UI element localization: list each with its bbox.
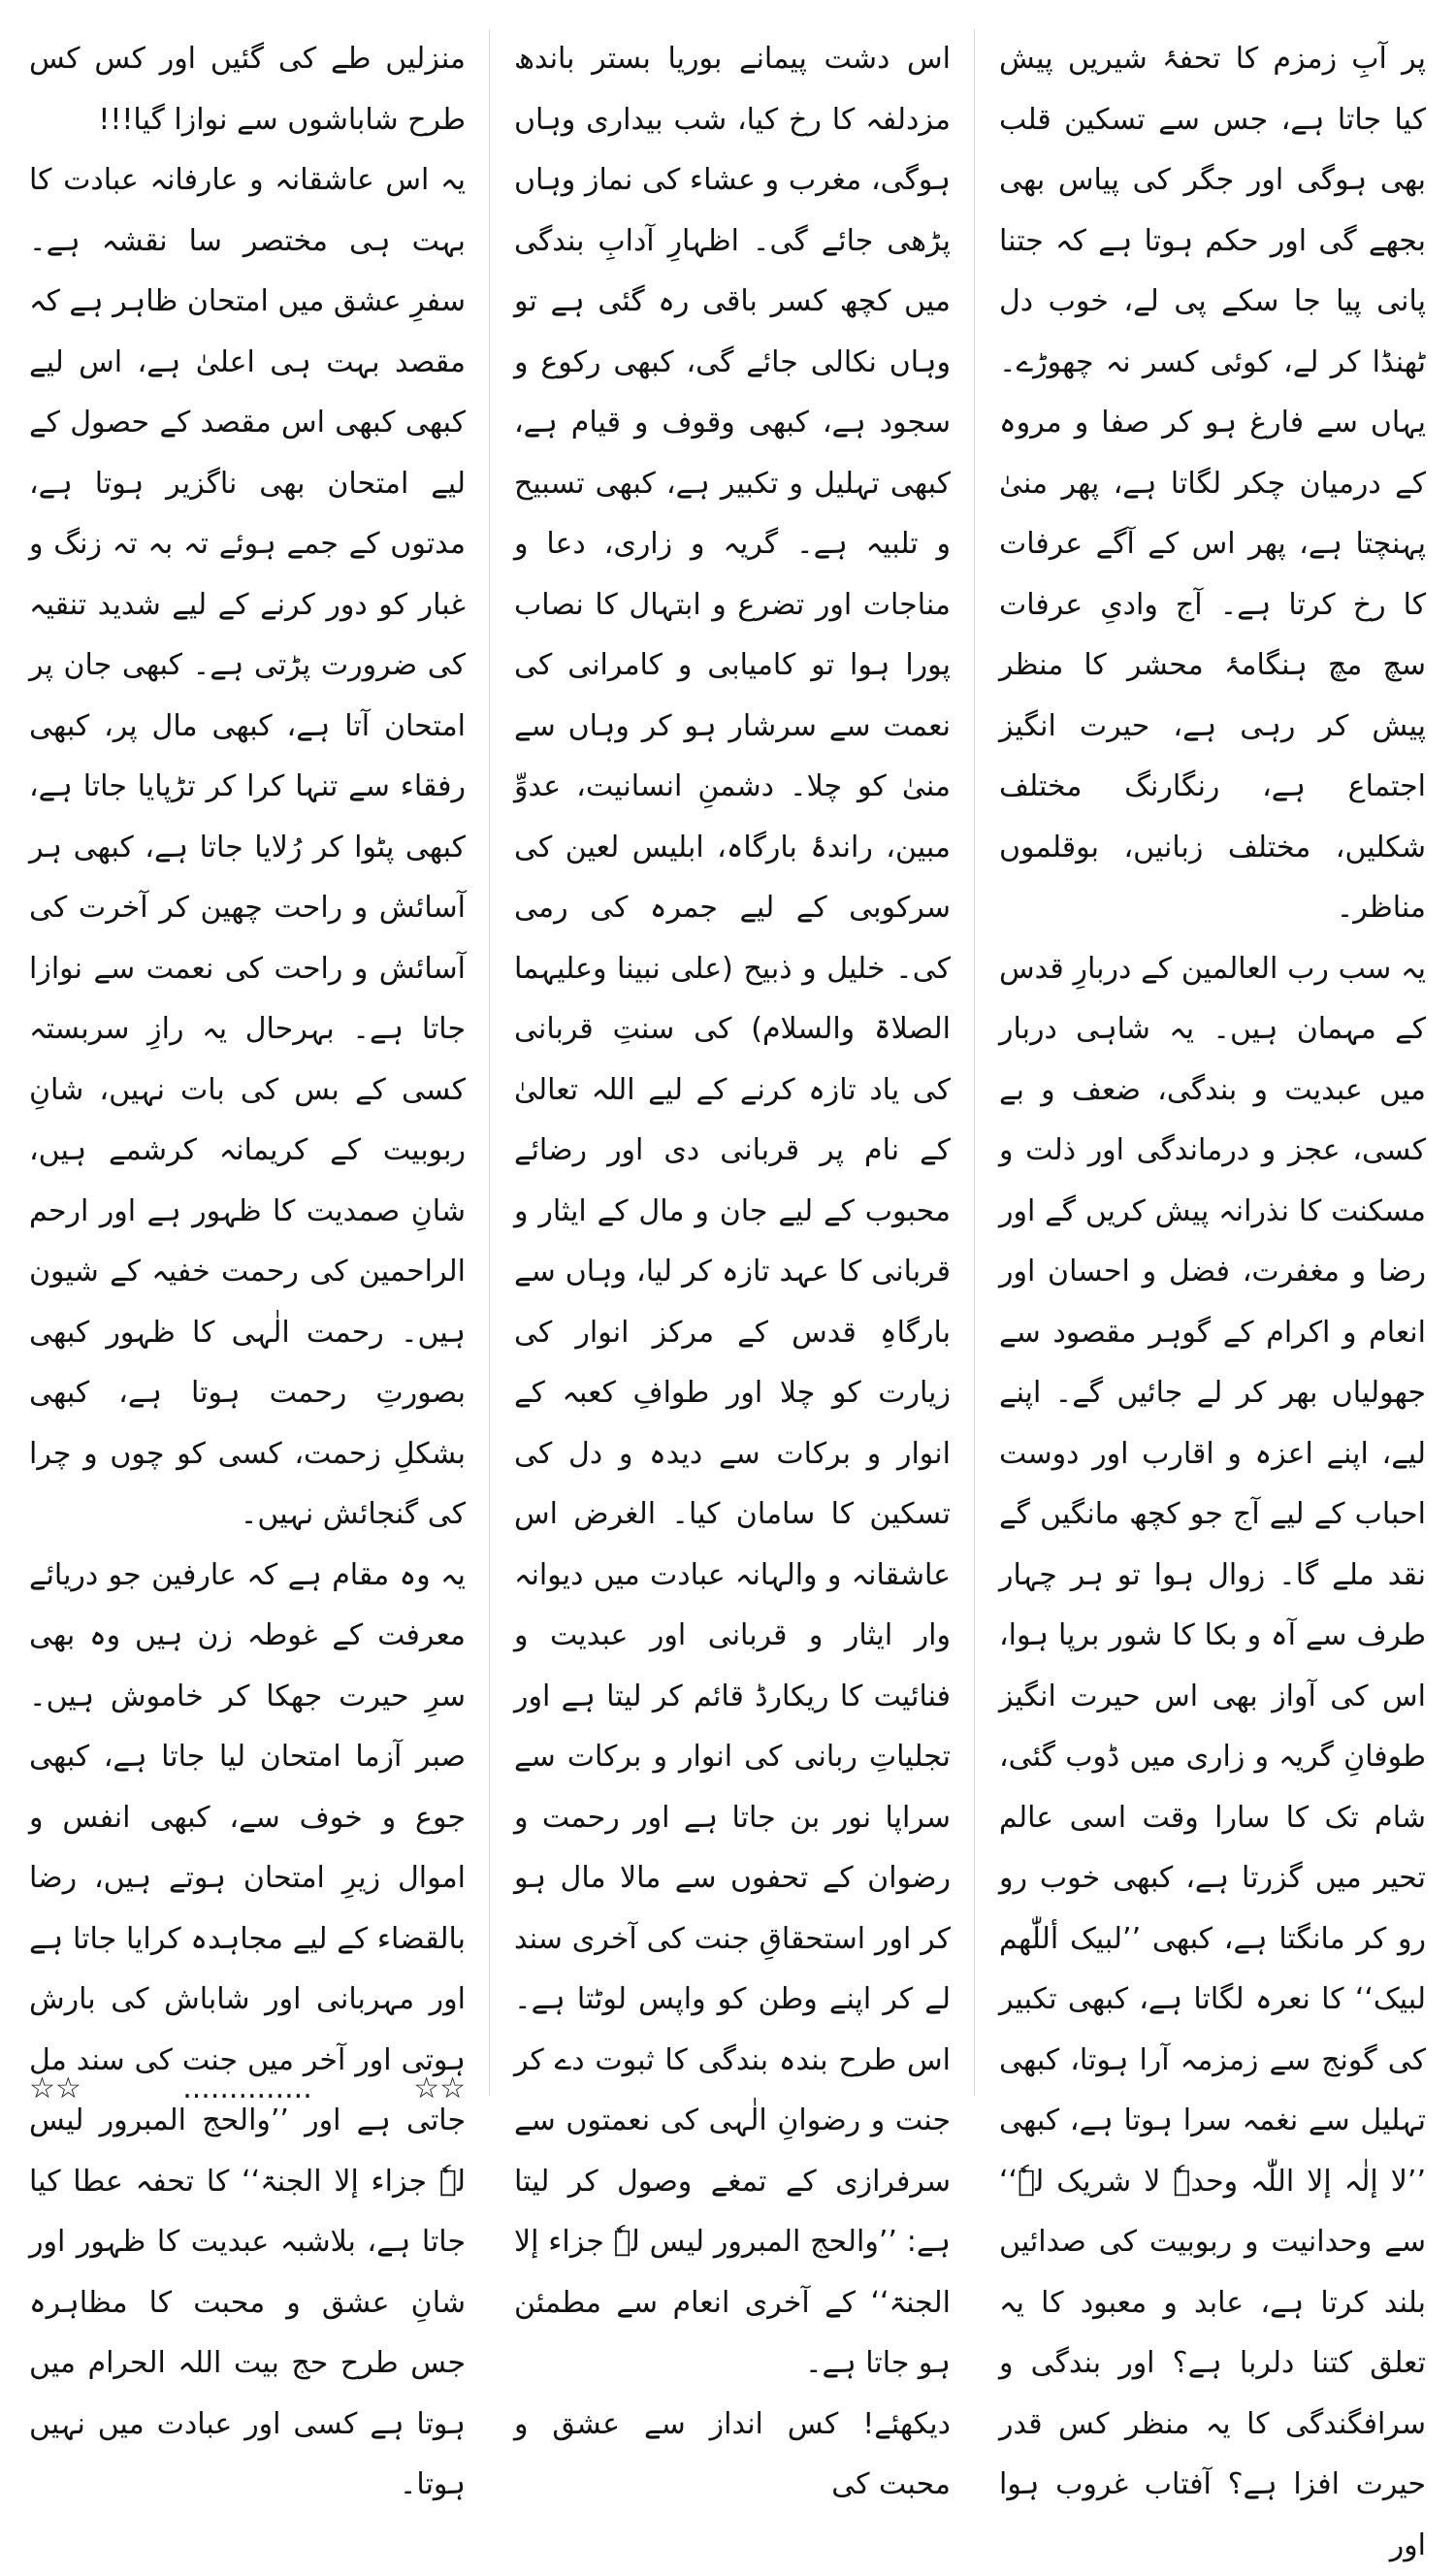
dotted-separator: .............. xyxy=(182,2065,312,2113)
paragraph: یہ وہ مقام ہے کہ عارفین جو دریائے معرفت کے غوطہ زن ہیں وہ بھی سرِ حیرت جھکا کر خاموش ہیں۔ صبر آزما امتحان لیا جاتا ہے، کبھی جوع و خوف سے، کبھی انفس و اموال زیرِ امتحان ہوتے ہیں، رضا بالقضاء کے لیے مجاہدہ کرایا جاتا ہے اور مہربانی اور شاباش کی بارش ہوتی اور آخر میں جنت کی سند مل جاتی ہے اور ’’والحج المبرور لیس لہٗ جزاء إلا الجنۃ‘‘ کا تحفہ عطا کیا جاتا ہے، بلاشبہ عبدیت کا ظہور اور شانِ عشق و محبت کا مظاہرہ جس طرح حج بیت اللہ الحرام میں ہوتا ہے کسی اور عبادت میں نہیں ہوتا۔ xyxy=(29,1546,466,2516)
paragraph: اس دشت پیمانے بوریا بستر باندھ مزدلفہ کا رخ کیا، شب بیداری وہاں ہوگی، مغرب و عشاء کی نماز وہاں پڑھی جائے گی۔ اظہارِ آدابِ بندگی میں کچھ کسر باقی رہ گئی ہے تو وہاں نکالی جائے گی، کبھی رکوع و سجود ہے، کبھی وقوف و قیام ہے، کبھی تہلیل و تکبیر ہے، کبھی تسبیح و تلبیہ ہے۔ گریہ و زاری، دعا و مناجات اور تضرع و ابتہال کا نصاب پورا ہوا تو کامیابی و کامرانی کی نعمت سے سرشار ہو کر وہاں سے منیٰ کو چلا۔ دشمنِ انسانیت، عدوِّ مبین، راندۂ بارگاہ، ابلیس لعین کی سرکوبی کے لیے جمرہ کی رمی کی۔ خلیل و ذبیح (علی نبینا وعلیہما الصلاۃ والسلام) کی سنتِ قربانی کی یاد تازہ کرنے کے لیے اللہ تعالیٰ کے نام پر قربانی دی اور رضائے محبوب کے لیے جان و مال کے ایثار و قربانی کا عہد تازہ کر لیا، وہاں سے بارگاہِ قدس کے مرکز انوار کی زیارت کو چلا اور طوافِ کعبہ کے انوار و برکات سے دیدہ و دل کی تسکین کا سامان کیا۔ الغرض اس عاشقانہ و والہانہ عبادت میں دیوانہ وار ایثار و قربانی اور عبدیت و فنائیت کا ریکارڈ قائم کر لیتا ہے اور تجلیاتِ ربانی کی انوار و برکات سے سراپا نور بن جاتا ہے اور رحمت و رضوان کے تحفوں سے مالا مال ہو کر اور استحقاقِ جنت کی آخری سند لے کر اپنے وطن کو واپس لوٹتا ہے۔ اس طرح بندہ بندگی کا ثبوت دے کر جنت و رضوانِ الٰہی کی نعمتوں سے سرفرازی کے تمغے وصول کر لیتا ہے: ’’والحج المبرور لیس لہٗ جزاء إلا الجنۃ‘‘ کے آخری انعام سے مطمئن ہو جاتا ہے۔ xyxy=(514,29,951,2395)
star-ornament-left: ☆☆ xyxy=(29,2065,81,2113)
section-end-ornament xyxy=(29,2065,466,2113)
paragraph: پر آبِ زمزم کا تحفۂ شیریں پیش کیا جاتا ہے، جس سے تسکین قلب بھی ہوگی اور جگر کی پیاس بھی بجھے گی اور حکم ہوتا ہے کہ جتنا پانی پیا جا سکے پی لے، خوب دل ٹھنڈا کر لے، کوئی کسر نہ چھوڑے۔ یہاں سے فارغ ہو کر صفا و مروہ کے درمیان چکر لگاتا ہے، پھر منیٰ پہنچتا ہے، پھر اس کے آگے عرفات کا رخ کرتا ہے۔ آج وادیِ عرفات سچ مچ ہنگامۂ محشر کا منظر پیش کر رہی ہے، حیرت انگیز اجتماع ہے، رنگارنگ مختلف شکلیں، مختلف زبانیں، بوقلموں مناظر۔ xyxy=(999,29,1426,939)
star-ornament-right: ☆☆ xyxy=(413,2065,466,2113)
paragraph: یہ اس عاشقانہ و عارفانہ عبادت کا بہت ہی مختصر سا نقشہ ہے۔ سفرِ عشق میں امتحان ظاہر ہے کہ مقصد بہت ہی اعلیٰ ہے، اس لیے کبھی کبھی اس مقصد کے حصول کے لیے امتحان بھی ناگزیر ہوتا ہے، مدتوں کے جمے ہوئے تہ بہ تہ زنگ و غبار کو دور کرنے کے لیے شدید تنقیہ کی ضرورت پڑتی ہے۔ کبھی جان پر امتحان آتا ہے، کبھی مال پر، کبھی رفقاء سے تنہا کرا کر تڑپایا جاتا ہے، کبھی پٹوا کر رُلایا جاتا ہے، کبھی ہر آسائش و راحت چھین کر آخرت کی آسائش و راحت کی نعمت سے نوازا جاتا ہے۔ بہرحال یہ رازِ سربستہ کسی کے بس کی بات نہیں، شانِ ربوبیت کے کریمانہ کرشمے ہیں، شانِ صمدیت کا ظہور ہے اور ارحم الراحمین کی رحمت خفیہ کے شیون ہیں۔ رحمت الٰہی کا ظہور کبھی بصورتِ رحمت ہوتا ہے، کبھی بشکلِ زحمت، کسی کو چوں و چرا کی گنجائش نہیں۔ xyxy=(29,150,466,1546)
text-column-right xyxy=(999,29,1426,2105)
paragraph: دیکھئے! کس انداز سے عشق و محبت کی xyxy=(514,2395,951,2516)
paragraph: منزلیں طے کی گئیں اور کس کس طرح شاباشوں سے نوازا گیا!!! xyxy=(29,29,466,150)
text-column-middle xyxy=(514,29,951,2105)
paragraph: یہ سب رب العالمین کے دربارِ قدس کے مہمان ہیں۔ یہ شاہی دربار میں عبدیت و بندگی، ضعف و بے کسی، عجز و درماندگی اور ذلت و مسکنت کا نذرانہ پیش کریں گے اور رضا و مغفرت، فضل و احسان اور انعام و اکرام کے گوہر مقصود سے جھولیاں بھر کر لے جائیں گے۔ اپنے لیے، اپنے اعزہ و اقارب اور دوست احباب کے لیے آج جو کچھ مانگیں گے نقد ملے گا۔ زوال ہوا تو ہر چہار طرف سے آہ و بکا کا شور برپا ہوا، اس کی آواز بھی اس حیرت انگیز طوفانِ گریہ و زاری میں ڈوب گئی، شام تک کا سارا وقت اسی عالم تحیر میں گزرتا ہے، کبھی خوب رو رو کر مانگتا ہے، کبھی ’’لبیک أللّٰھم لبیک‘‘ کا نعرہ لگاتا ہے، کبھی تکبیر کی گونج سے زمزمہ آرا ہوتا، کبھی تہلیل سے نغمہ سرا ہوتا ہے، کبھی ’’لا إلٰہ إلا اللّٰہ وحدہٗ لا شریک لہٗ‘‘ سے وحدانیت و ربوبیت کی صدائیں بلند کرتا ہے، عابد و معبود کا یہ تعلق کتنا دلربا ہے؟ اور بندگی و سرافگندگی کا یہ منظر کس قدر حیرت افزا ہے؟ آفتاب غروب ہوا اور xyxy=(999,939,1426,2576)
text-column-left xyxy=(29,29,466,2105)
